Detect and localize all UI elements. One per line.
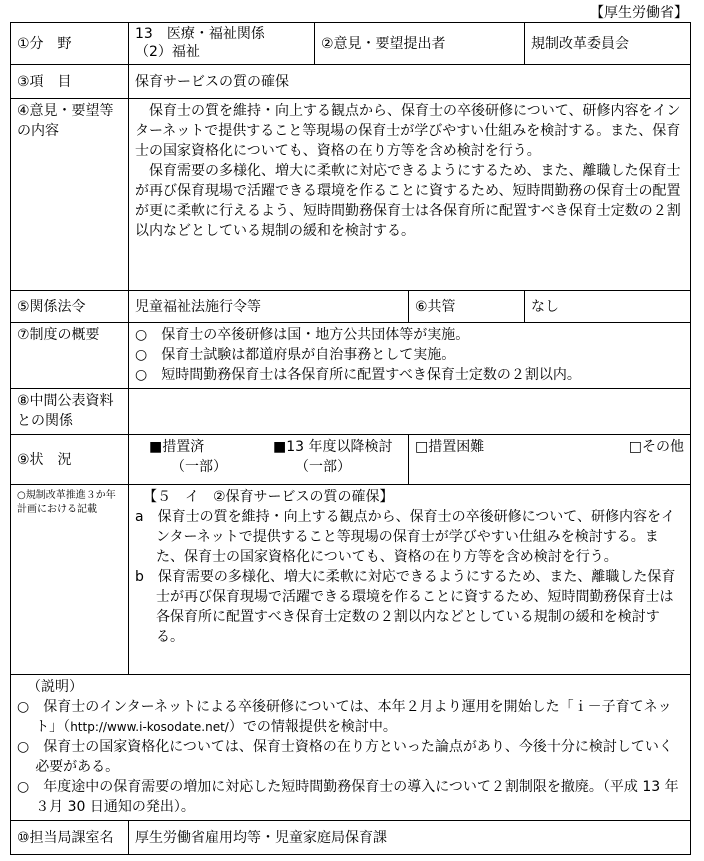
status-done-sub: （一部） [171,459,227,475]
plan-content [129,485,691,675]
explanation-note-3: ○ 年度途中の保育需要の増加に対応した短時間勤務保育士の導入について２割制限を撤廃。（平成 13 年３月 30 日通知の発出）。 [17,779,679,815]
status-difficult: □措置困難 [415,439,485,455]
overview-item-1: ○ 保育士の卒後研修は国・地方公共団体等が実施。 [135,327,470,343]
opinion-paragraph-1: 保育士の質を維持・向上する観点から、保育士の卒後研修について、研修内容をインターネットで提供すること等現場の保育士が学びやすい仕組みを検討する。また、保育士の国家資格化についても、資格の在り方等を含め検討を行う。 [135,103,681,159]
plan-label: ○規制改革推進３か年計画における記載 [11,485,129,675]
opinion-paragraph-2: 保育需要の多様化、増大に柔軟に対応できるようにするため、また、離職した保育士が再び保育現場で活躍できる環境を作ることに資するため、短時間勤務の保育士の配置が更に柔軟に行えるよう、短時間勤務保育士は各保育所に配置すべき保育士定数の２割以内などとしている規制の緩和を検討する。 [135,163,681,239]
opinion-sheet-table [10,22,691,855]
field-value-line2: （2）福祉 [135,44,200,60]
status-later: ■13 年度以降検討 [273,439,393,455]
overview-label: ⑦制度の概要 [11,323,129,389]
row-bureau [11,821,691,855]
plan-heading: 【５ イ ②保育サービスの質の確保】 [143,489,394,505]
explanation-note-1 [17,697,684,737]
status-done: ■措置済 [149,439,205,455]
overview-item-2: ○ 保育士試験は都道府県が自治事務として実施。 [135,347,456,363]
row-overview [11,323,691,389]
row-law [11,291,691,323]
interim-label: ⑧中間公表資料との関係 [11,389,129,435]
status-other: □その他 [628,439,684,455]
interim-value [129,389,691,435]
jurisdiction-value: なし [525,291,691,323]
row-explanation [11,675,691,821]
bureau-label: ⑩担当局課室名 [11,821,129,855]
item-label: ③項 目 [11,65,129,99]
explanation-note-1-post: ）での情報提供を検討中。 [228,719,397,735]
law-label: ⑤関係法令 [11,291,129,323]
plan-item-b: b 保育需要の多様化、増大に柔軟に対応できるようにするため、また、離職した保育士が再び保育現場で活躍できる環境を作ることに資するため、短時間勤務保育士は各保育所に配置すべき保育士定数の２割以内などとしている規制の緩和を検討する。 [135,569,676,645]
row-opinion [11,99,691,291]
status-progress [129,435,409,485]
row-status [11,435,691,485]
status-label: ⑨状 況 [11,435,129,485]
explanation-note-1-url: http://www.i-kosodate.net/ [70,720,229,734]
explanation-note-2: ○ 保育士の国家資格化については、保育士資格の在り方といった論点があり、今後十分に検討していく必要がある。 [17,739,673,775]
ministry-tag: 【厚生労働省】 [590,5,688,21]
item-value: 保育サービスの質の確保 [129,65,691,99]
explanation-label: （説明） [27,679,83,695]
overview-item-3: ○ 短時間勤務保育士は各保育所に配置すべき保育士定数の２割以内。 [135,367,581,383]
status-options [409,435,691,485]
jurisdiction-label: ⑥共管 [409,291,525,323]
row-plan [11,485,691,675]
opinion-content [129,99,691,291]
explanation-content [11,675,691,821]
law-value: 児童福祉法施行令等 [129,291,409,323]
field-value [129,23,315,65]
field-label: ①分 野 [11,23,129,65]
submitter-value: 規制改革委員会 [525,23,691,65]
overview-content [129,323,691,389]
opinion-label: ④意見・要望等の内容 [11,99,129,291]
submitter-label: ②意見・要望提出者 [315,23,525,65]
row-field [11,23,691,65]
bureau-value: 厚生労働省雇用均等・児童家庭局保育課 [129,821,691,855]
row-item [11,65,691,99]
status-later-sub: （一部） [295,459,351,475]
row-interim [11,389,691,435]
explanation-note-1-pre: ○ 保育士のインターネットによる卒後研修については、本年２月より運用を開始した「ｉ－子育てネット」（ [17,699,672,735]
plan-item-a: a 保育士の質を維持・向上する観点から、保育士の卒後研修について、研修内容をインターネットで提供すること等現場の保育士が学びやすい仕組みを検討する。また、保育士の国家資格化についても、資格の在り方等を含め検討を行う。 [135,509,676,565]
field-value-line1: 13 医療・福祉関係 [135,26,265,42]
